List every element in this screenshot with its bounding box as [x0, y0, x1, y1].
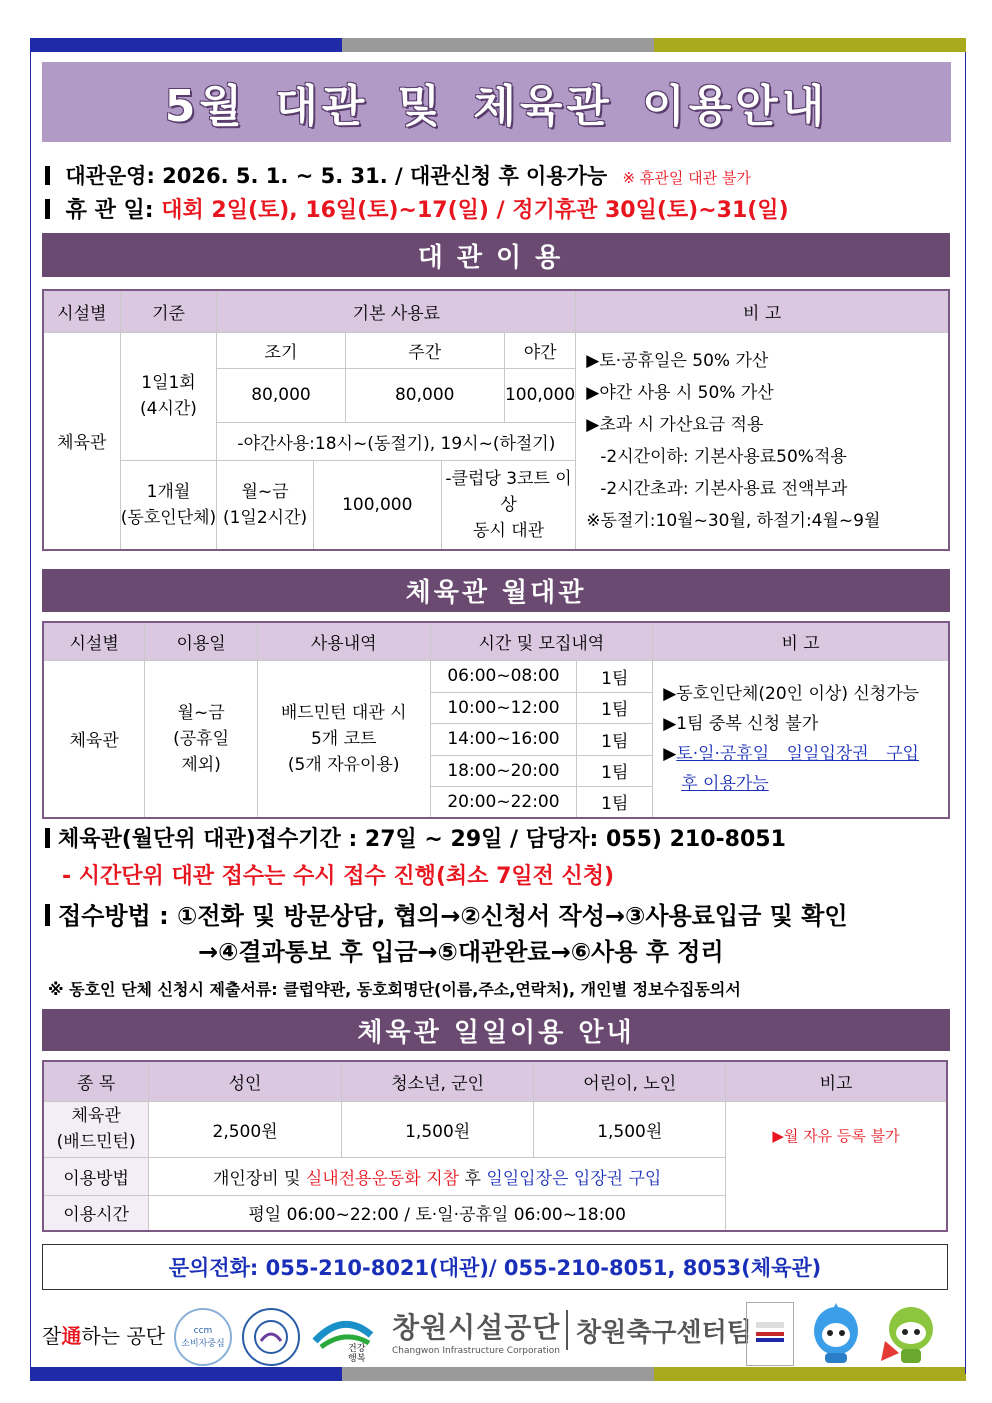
- certification-seal-icon: [242, 1308, 300, 1366]
- contact-phone: 문의전화: 055-210-8021(대관)/ 055-210-8051, 8053(체육관): [42, 1244, 948, 1290]
- slogan-red: 通: [61, 1323, 82, 1348]
- health-happiness-logo: [308, 1304, 378, 1366]
- slot-night: 야간: [504, 332, 575, 368]
- closed-label: 휴 관 일:: [65, 198, 154, 223]
- team-count-4: 1팀: [577, 755, 653, 786]
- operation-line: [45, 160, 751, 190]
- monthly-section-title: 체육관 월대관: [42, 569, 950, 612]
- operation-label: 대관운영: 2026. 5. 1. ~ 5. 31. / 대관신청 후 이용가능: [65, 164, 608, 188]
- method-red: 실내전용운동화 지참: [305, 1168, 460, 1189]
- operation-note: ※ 휴관일 대관 불가: [622, 169, 751, 187]
- rental-remark-2: ▶야간 사용 시 50% 가산: [586, 382, 774, 403]
- monthly-header-remark: 비 고: [653, 622, 949, 660]
- fee-day: 80,000: [345, 368, 504, 422]
- rental-table: [42, 289, 950, 551]
- rental-remark-6: ※동절기:10월~30월, 하절기:4월~9월: [586, 510, 881, 531]
- fee-night: 100,000: [504, 368, 575, 422]
- page-title: 5월 대관 및 체육관 이용안내: [42, 62, 951, 142]
- rental-daily-basis: 1일1회 (4시간): [120, 332, 217, 460]
- method-blue: 일일입장은 입장권 구입: [486, 1168, 662, 1189]
- rental-section-title: 대관이용: [42, 233, 950, 277]
- daily-header-type: 종 목: [43, 1061, 149, 1101]
- rental-remark-1: ▶토·공휴일은 50% 가산: [586, 350, 769, 371]
- daily-header-child: 어린이, 노인: [534, 1061, 726, 1101]
- daily-section-title: 체육관 일일이용 안내: [42, 1009, 950, 1051]
- monthly-remark-3: ▶토·일·공휴일 일일입장권 구입: [663, 743, 919, 764]
- rental-monthly-basis: 1개월 (동호인단체): [120, 460, 217, 550]
- time-slot-3: 14:00~16:00: [430, 723, 577, 755]
- monthly-header-time: 시간 및 모집내역: [430, 622, 653, 660]
- rental-header-facility: 시설별: [43, 290, 120, 332]
- slogan: [42, 1316, 165, 1352]
- closed-line: [45, 193, 789, 224]
- monthly-remark-blue: 토·일·공휴일 일일입장권 구입: [676, 743, 919, 764]
- rental-monthly-days: 월~금 (1일2시간): [217, 460, 313, 550]
- rental-remarks: [576, 332, 949, 550]
- time-slot-2: 10:00~12:00: [430, 692, 577, 723]
- ccm-label: ccm: [193, 1325, 213, 1336]
- application-method-1: 접수방법 : ①전화 및 방문상담, 협의→②신청서 작성→③사용료입금 및 확인: [45, 896, 848, 931]
- price-youth: 1,500원: [341, 1101, 534, 1157]
- time-slot-1: 06:00~08:00: [430, 660, 577, 692]
- rental-header-basis: 기준: [120, 290, 217, 332]
- slogan-pre: 잘: [42, 1323, 62, 1348]
- daily-header-youth: 청소년, 군인: [341, 1061, 534, 1101]
- team-count-5: 1팀: [577, 786, 653, 818]
- monthly-table: [42, 621, 950, 819]
- closed-value: 대회 2일(토), 16일(토)~17(일) / 정기휴관 30일(토)~31(일): [161, 198, 789, 223]
- org-name: 창원시설공단: [392, 1311, 561, 1344]
- monthly-remarks: [653, 660, 949, 818]
- slot-day: 주간: [345, 332, 504, 368]
- rental-monthly-fee: 100,000: [313, 460, 441, 550]
- application-method-2: →④결과통보 후 입금→⑤대관완료→⑥사용 후 정리: [198, 938, 724, 966]
- daily-header-adult: 성인: [149, 1061, 342, 1101]
- rental-header-fee: 기본 사용료: [217, 290, 576, 332]
- application-period: 체육관(월단위 대관)접수기간 : 27일 ~ 29일 / 담당자: 055) 210-8051: [45, 822, 786, 853]
- time-slot-4: 18:00~20:00: [430, 755, 577, 786]
- daily-header-remark: 비고: [726, 1061, 947, 1101]
- mascot-green-icon: [878, 1300, 944, 1368]
- org-logo: [392, 1306, 560, 1356]
- footer-logos: [42, 1300, 952, 1370]
- price-child: 1,500원: [534, 1101, 726, 1157]
- hours-label: 이용시간: [43, 1195, 149, 1231]
- monthly-header-facility: 시설별: [43, 622, 145, 660]
- method-label: 이용방법: [43, 1157, 149, 1195]
- price-adult: 2,500원: [149, 1101, 342, 1157]
- method-mid: 후: [459, 1168, 487, 1189]
- monthly-days: 월~금 (공휴일 제외): [145, 660, 258, 818]
- rental-remark-5: -2시간초과: 기본사용료 전액부과: [600, 478, 848, 499]
- fee-early: 80,000: [217, 368, 345, 422]
- slot-early: 조기: [217, 332, 345, 368]
- hours-value: 평일 06:00~22:00 / 토·일·공휴일 06:00~18:00: [149, 1195, 726, 1231]
- top-color-bar: [30, 38, 966, 52]
- time-slot-5: 20:00~22:00: [430, 786, 577, 818]
- team-name: 창원축구센터팀: [566, 1310, 752, 1350]
- daily-row-label: 체육관 (배드민턴): [43, 1101, 149, 1157]
- monthly-remark-2: ▶1팀 중복 신청 불가: [663, 713, 819, 734]
- team-count-2: 1팀: [577, 692, 653, 723]
- rental-monthly-note: -클럽당 3코트 이상 동시 대관: [441, 460, 575, 550]
- daily-remark: ▶월 자유 등록 불가: [726, 1101, 947, 1231]
- night-usage-note: -야간사용:18시~(동절기), 19시~(하절기): [217, 422, 576, 460]
- daily-table: [42, 1060, 948, 1232]
- monthly-remark-blue2: 후 이용가능: [681, 773, 769, 794]
- monthly-usage: 배드민턴 대관 시 5개 코트 (5개 자유이용): [257, 660, 430, 818]
- health-text: 건강 행복: [348, 1344, 366, 1364]
- rental-remark-3: ▶초과 시 가산요금 적용: [586, 414, 764, 435]
- ccm-text: 소비자중심: [181, 1338, 225, 1349]
- monthly-header-usage: 사용내역: [257, 622, 430, 660]
- rental-remark-4: -2시간이하: 기본사용료50%적용: [600, 446, 847, 467]
- monthly-facility: 체육관: [43, 660, 145, 818]
- team-count-3: 1팀: [577, 723, 653, 755]
- team-count-1: 1팀: [577, 660, 653, 692]
- quality-badge-icon: [746, 1302, 794, 1366]
- org-name-en: Changwon Infrastructure Corporation: [392, 1346, 560, 1356]
- method-prefix: 개인장비 및: [212, 1168, 306, 1189]
- monthly-remark-1: ▶동호인단체(20인 이상) 신청가능: [663, 683, 920, 704]
- rental-header-remark: 비 고: [576, 290, 949, 332]
- required-documents: ※ 동호인 단체 신청시 제출서류: 클럽약관, 동호회명단(이름,주소,연락처), 개인별 정보수집동의서: [48, 980, 741, 999]
- mascot-blue-icon: [806, 1300, 866, 1368]
- method-value: [149, 1157, 726, 1195]
- hourly-rental-note: - 시간단위 대관 접수는 수시 접수 진행(최소 7일전 신청): [62, 864, 615, 889]
- monthly-header-days: 이용일: [145, 622, 258, 660]
- slogan-post: 하는 공단: [81, 1323, 165, 1348]
- ccm-logo: [174, 1308, 232, 1366]
- rental-facility: 체육관: [43, 332, 120, 550]
